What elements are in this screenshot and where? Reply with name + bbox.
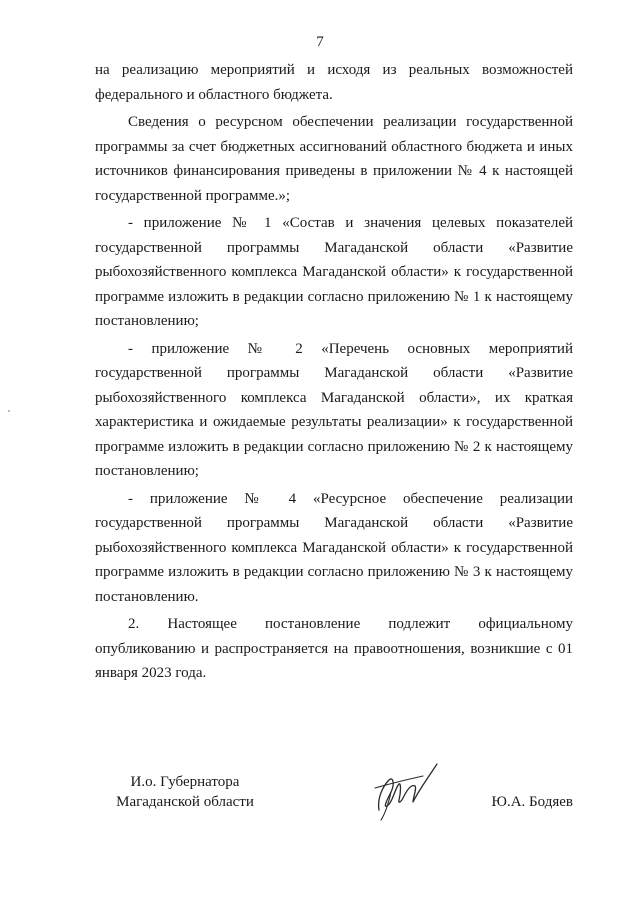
paragraph-appendix-1: - приложение № 1 «Состав и значения целевых показателей государственной программы Магаданской области «Развитие рыбохозяйственного комплекса Магаданской области» к государственной программе изложить в редакции согласно приложению № 1 к настоящему постановлению; <box>95 215 573 329</box>
paragraph-continuation: на реализацию мероприятий и исходя из реальных возможностей федерального и областного бюджета. <box>95 62 573 103</box>
signatory-title <box>95 772 275 812</box>
page-number: 7 <box>316 34 324 50</box>
scan-speck <box>8 410 10 412</box>
signatory-title-line2: Магаданской области <box>116 794 254 810</box>
signatory-name: Ю.А. Бодяев <box>491 794 573 810</box>
paragraph-appendix-2: - приложение № 2 «Перечень основных мероприятий государственной программы Магаданской области «Развитие рыбохозяйственного комплекса Магаданской области», их краткая характеристика и ожидаемые результаты реализации» к государственной программе изложить в редакции согласно приложению № 2 к настоящему постановлению; <box>95 340 573 479</box>
handwritten-signature <box>365 758 449 824</box>
paragraph-publication: 2. Настоящее постановление подлежит официальному опубликованию и распространяется на правоотношения, возникшие с 01 января 2023 года. <box>95 616 573 681</box>
paragraph-resource-info: Сведения о ресурсном обеспечении реализации государственной программы за счет бюджетных ассигнований областного бюджета и иных источников финансирования приведены в приложении № 4 к настоящей государственной программе.»; <box>95 114 573 204</box>
paragraph-appendix-4: - приложение № 4 «Ресурсное обеспечение реализации государственной программы Магаданской области «Развитие рыбохозяйственного комплекса Магаданской области» к государственной программе изложить в редакции согласно приложению № 3 к настоящему постановлению. <box>95 490 573 605</box>
document-body <box>95 58 573 689</box>
signature-block <box>95 772 573 832</box>
signatory-title-line1: И.о. Губернатора <box>130 774 240 790</box>
